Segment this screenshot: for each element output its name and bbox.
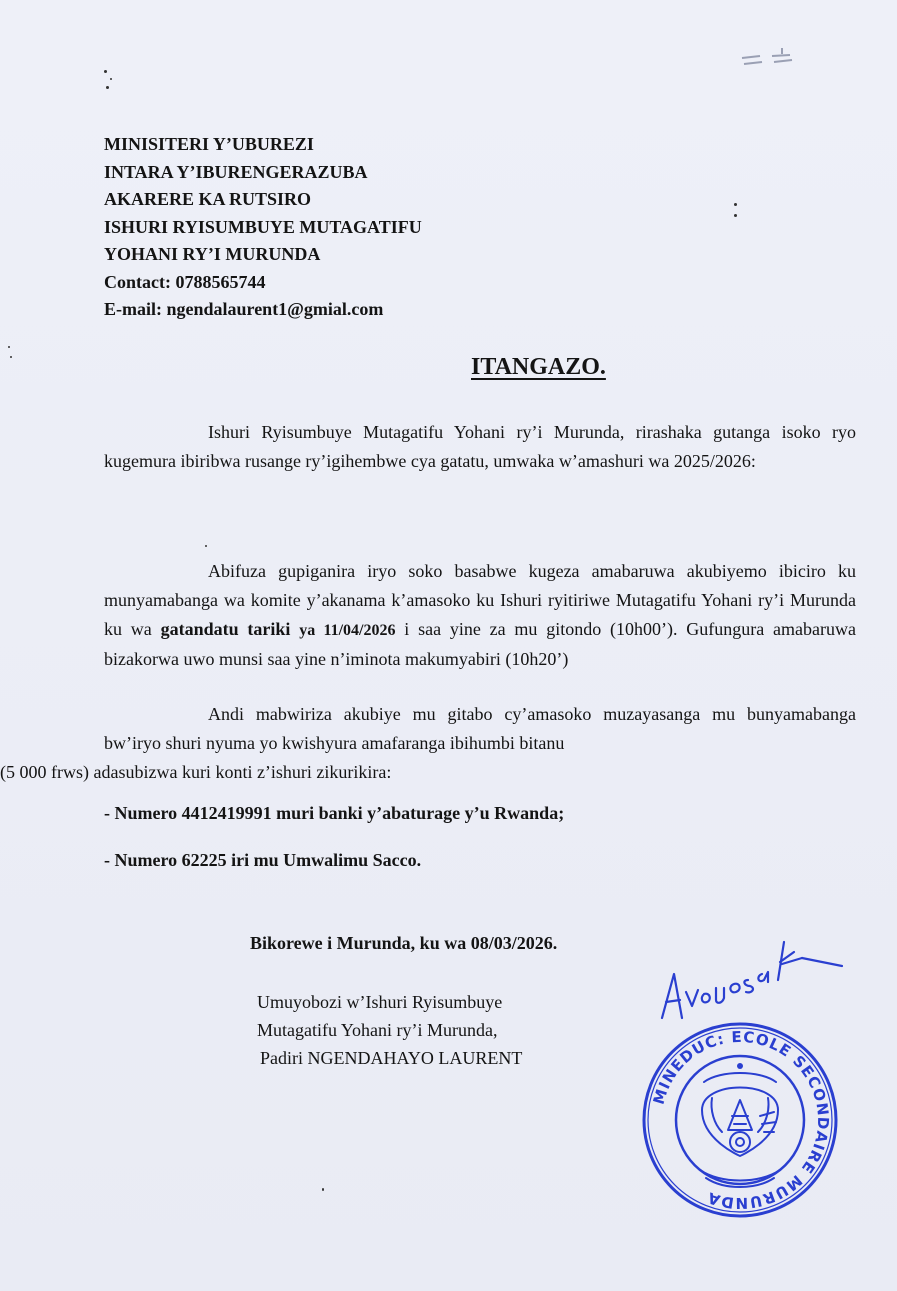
scan-speck [104,70,107,73]
paragraph-bidding-date: ya 11/04/2026 [299,622,396,639]
official-stamp [640,1020,840,1220]
signatory-name: Padiri NGENDAHAYO LAURENT [260,1048,523,1068]
signatory-title-line2: Mutagatifu Yohani ry’i Murunda, [257,1020,498,1040]
scan-speck [205,545,207,547]
paragraph-instructions [0,700,856,787]
paragraph-instructions-last: (5 000 frws) adasubizwa kuri konti z’ishuri zikurikira: [0,762,392,782]
scan-speck [8,346,10,348]
paragraph-bidding [104,557,856,674]
institution-header [104,131,422,324]
scan-speck [106,86,109,89]
account-bullet-sacco: - Numero 62225 iri mu Umwalimu Sacco. [104,850,422,870]
signatory-block [257,988,522,1072]
signatory-title-line1: Umuyobozi w’Ishuri Ryisumbuye [257,992,503,1012]
scan-speck [734,203,737,206]
paragraph-intro-text: Ishuri Ryisumbuye Mutagatifu Yohani ry’i Murunda, rirashaka gutanga isoko ryo kugemura ibiribwa rusange ry’igihembwe cya gatatu, umwaka w’amashuri [104,422,856,471]
stamp-ring-text: MINEDUC: ECOLE SECONDAIRE MURUNDA [649,1027,833,1213]
paragraph-intro [104,418,856,476]
scan-speck [10,356,12,358]
paragraph-bidding-last: makumyabiri (10h20’) [404,649,569,669]
header-ministry: MINISITERI Y’UBUREZI [104,134,314,154]
paragraph-bidding-space [290,619,299,639]
header-email: E-mail: ngendalaurent1@gmial.com [104,299,384,319]
paragraph-bidding-day: gatandatu tariki [160,619,291,639]
header-school-location: YOHANI RY’I MURUNDA [104,244,321,264]
scan-speck [110,78,112,80]
account-bullet-bank: - Numero 4412419991 muri banki y’abaturage y’u Rwanda; [104,803,565,823]
paragraph-instructions-text: Andi mabwiriza akubiye mu gitabo cy’amasoko muzayasanga mu bunyamabanga bw’iryo shuri nyuma yo kwishyura amafaranga ibihumbi bitanu [104,704,856,753]
paragraph-intro-last: wa 2025/2026: [648,451,756,471]
scan-speck [734,214,737,217]
scan-speck [322,1188,324,1191]
header-province: INTARA Y’IBURENGERAZUBA [104,161,368,182]
header-contact: Contact: 0788565744 [104,271,266,292]
header-school-name: ISHURI RYISUMBUYE MUTAGATIFU [104,216,422,237]
paragraph-bidding-text-c: i saa yine za mu gitondo (10h00’). Gufungura amabaruwa bizakorwa uwo munsi saa yine n’iminota [104,619,856,669]
place-and-date: Bikorewe i Murunda, ku wa 08/03/2026. [250,933,558,953]
handwritten-signature [652,932,852,1022]
document-title: ITANGAZO. [471,354,606,380]
header-district: AKARERE KA RUTSIRO [104,189,312,209]
scan-marks [738,44,798,72]
paragraph-bidding-text-a: Abifuza gupiganira iryo soko basabwe kugeza amabaruwa akubiyemo ibiciro ku munyamabanga wa komite y’akanama k’amasoko ku Ishuri ryitiriwe Mutagatifu Yohani ry’i Murunda ku wa [104,561,856,639]
